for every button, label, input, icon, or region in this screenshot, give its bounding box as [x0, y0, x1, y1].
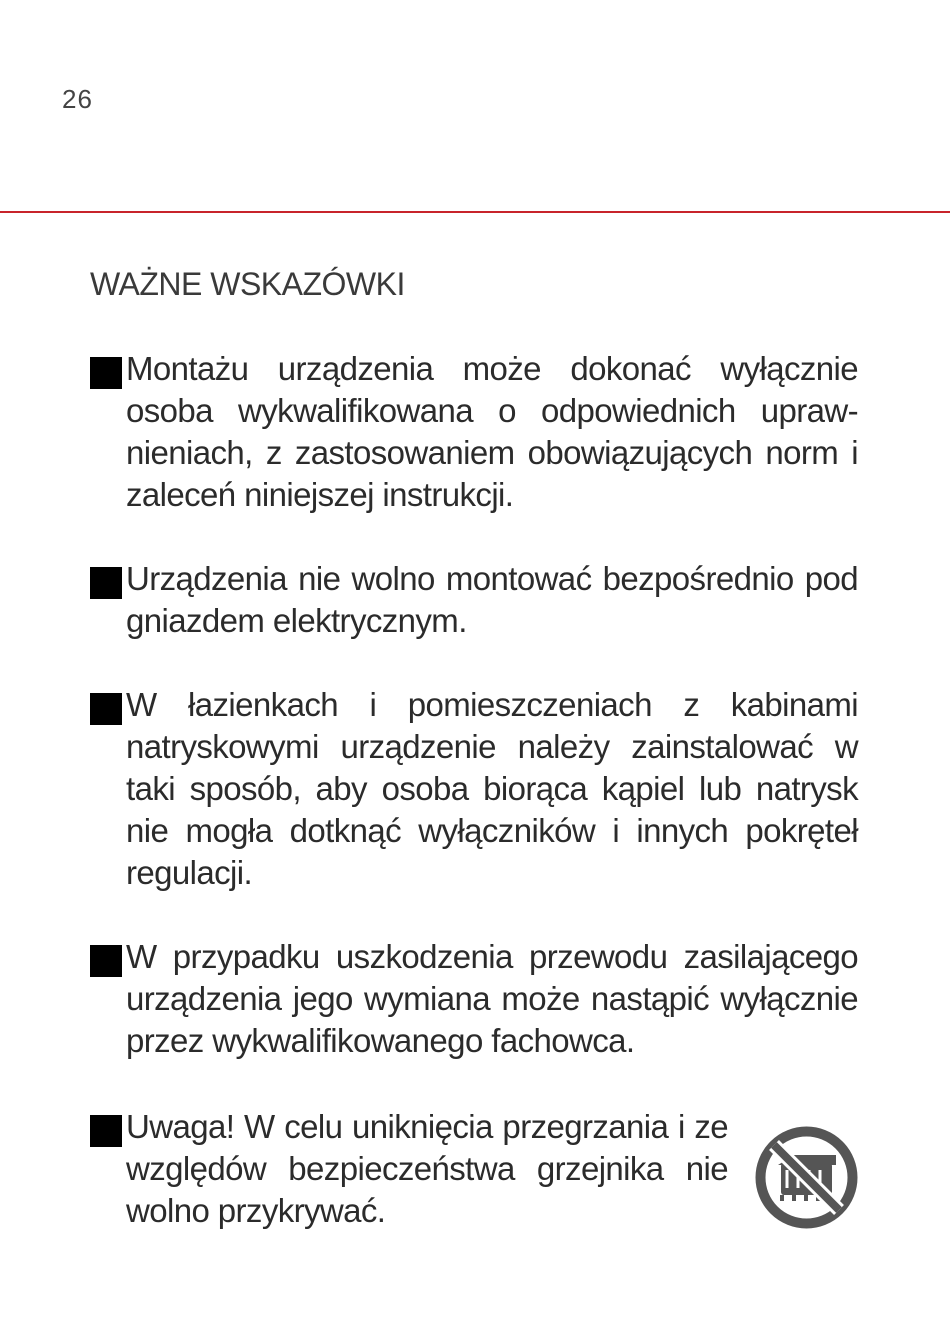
list-item-text: Urządzenia nie wolno montować bezpośrednio pod gniazdem elektrycznym. [126, 560, 858, 639]
square-bullet-icon [90, 945, 122, 977]
list-item-text: Uwaga! W celu uniknięcia przegrzania i ze względów bezpieczeństwa grzejnika nie wolno przykrywać. [126, 1108, 728, 1229]
section-title: WAŻNE WSKAZÓWKI [90, 266, 405, 302]
page-number: 26 [62, 84, 93, 114]
list-item-text: Montażu urządzenia może dokonać wyłącznie osoba wykwalifikowana o odpowiednich upraw-nieniach, z zastosowaniem obowiązujących norm i zaleceń niniejszej instrukcji. [126, 350, 858, 513]
square-bullet-icon [90, 567, 122, 599]
list-item [90, 348, 858, 516]
list-item [90, 684, 858, 894]
list-item [90, 936, 858, 1062]
square-bullet-icon [90, 357, 122, 389]
list-item [90, 1106, 728, 1232]
list-item [90, 558, 858, 642]
list-item-text: W przypadku uszkodzenia przewodu zasilającego urządzenia jego wymiana może nastąpić wyłącznie przez wykwalifikowanego fachowca. [126, 938, 858, 1059]
do-not-cover-icon [754, 1125, 859, 1230]
header-divider [0, 211, 950, 213]
square-bullet-icon [90, 1115, 122, 1147]
list-item-text: W łazienkach i pomieszczeniach z kabinami natryskowymi urządzenie należy zainstalować w taki sposób, aby osoba biorąca kąpiel lub natrysk nie mogła dotknąć wyłączników i innych pokręteł regulacji. [126, 686, 858, 891]
square-bullet-icon [90, 693, 122, 725]
